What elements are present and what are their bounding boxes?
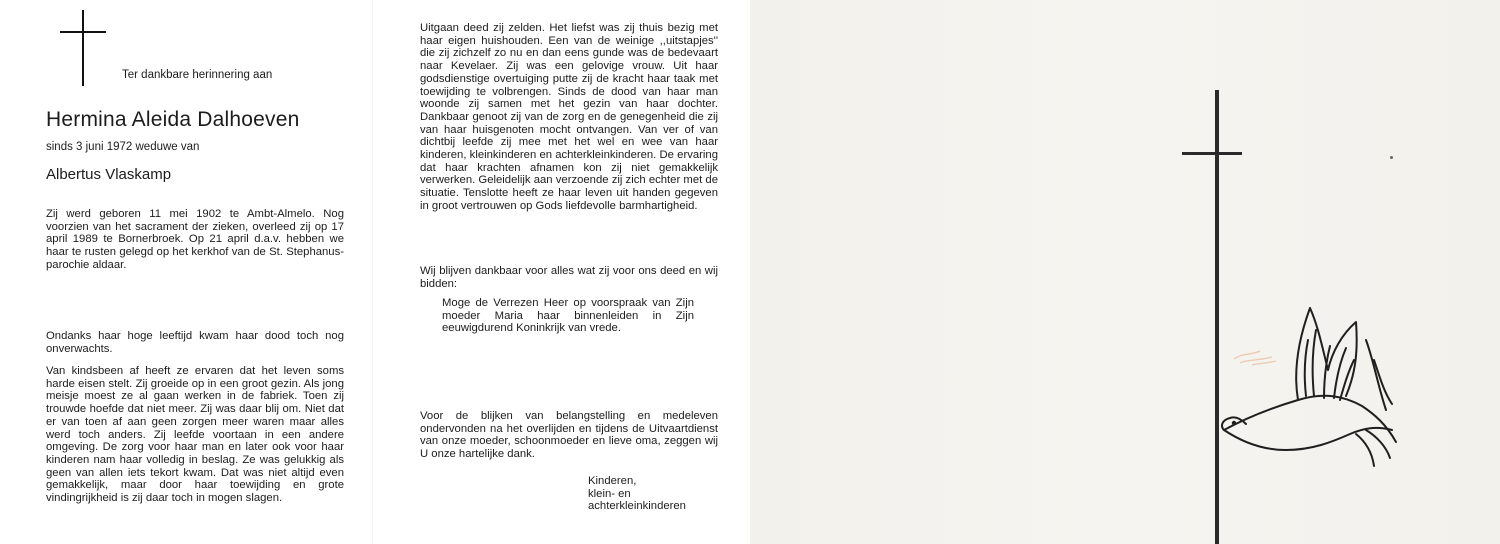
fold-line [372, 0, 373, 544]
paper-speck [1390, 156, 1393, 159]
widow-line: sinds 3 juni 1972 weduwe van [46, 141, 200, 153]
dove-icon [1216, 300, 1400, 475]
signature-block [588, 475, 686, 513]
signature-line: achterkleinkinderen [588, 500, 686, 513]
thanks-paragraph: Voor de blijken van belangstelling en medeleven ondervonden na het overlijden en tijdens de Uitvaartdienst van onze moeder, schoonmoeder en lieve oma, zeggen wij U onze hartelijke dank. [420, 410, 718, 461]
faith-paragraph: Uitgaan deed zij zelden. Het liefst was zij thuis bezig met haar eigen huishouden. Een van de weinige ,,uitstapjes'' die zij zichzelf zo nu en dan eens gunde was de bedevaart naar Kevelaer. Zij was een gelovige vrouw. Uit haar godsdienstige overtuiging putte zij de kracht haar taak met toewijding te volbrengen. Sinds de dood van haar man woonde zij samen met het gezin van haar dochter. Dankbaar genoot zij van de zorg en de genegenheid die zij van haar huisgenoten mocht ontvangen. Van ver of van dichtbij leefde zij mee met het wel en wee van haar kinderen, kleinkinderen en achterkleinkinderen. De ervaring dat haar krachten afnamen kon zij niet gemakkelijk verwerken. Geleidelijk aan verzoende zij zich echter met de situatie. Tenslotte heeft ze haar leven uit handen gegeven in groot vertrouwen op Gods liefdevolle barmhartigheid. [420, 22, 718, 212]
prayer-text: Moge de Verrezen Heer op voorspraak van Zijn moeder Maria haar binnenleiden in Zijn eeuwigdurend Koninkrijk van vrede. [442, 297, 694, 335]
gratitude-paragraph: Wij blijven dankbaar voor alles wat zij voor ons deed en wij bidden: [420, 265, 718, 290]
life-story-paragraph: Van kindsbeen af heeft ze ervaren dat het leven soms harde eisen stelt. Zij groeide op in een groot gezin. Als jong meisje moest ze al gaan werken in de fabriek. Toen zij trouwde hoefde dat niet meer. Zij was daar blij om. Niet dat er van toen af aan geen zorgen meer waren maar alles werd toch anders. Zij leefde voortaan in een andere omgeving. De zorg voor haar man en later ook voor haar kinderen nam haar volledig in beslag. Ze was gelukkig als geen van allen iets tekort kwam. Dat was niet altijd even gemakkelijk, maar door haar toewijding en grote vindingrijkheid is zij daar toch in mogen slagen. [46, 365, 344, 505]
signature-line: Kinderen, [588, 475, 637, 487]
unexpected-death-paragraph: Ondanks haar hoge leeftijd kwam haar dood toch nog onverwachts. [46, 330, 344, 355]
cross-icon [60, 10, 106, 86]
signature-line: klein- en [588, 487, 631, 500]
deceased-name: Hermina Aleida Dalhoeven [46, 108, 300, 131]
birth-death-paragraph: Zij werd geboren 11 mei 1902 te Ambt-Almelo. Nog voorzien van het sacrament der zieken, overleed zij op 17 april 1989 te Bornerbroek. Op 21 april d.a.v. hebben we haar te rusten gelegd op het kerkhof van de St. Stephanus-parochie aldaar. [46, 208, 344, 271]
dedication-line: Ter dankbare herinnering aan [122, 69, 273, 81]
husband-name: Albertus Vlaskamp [46, 166, 172, 183]
